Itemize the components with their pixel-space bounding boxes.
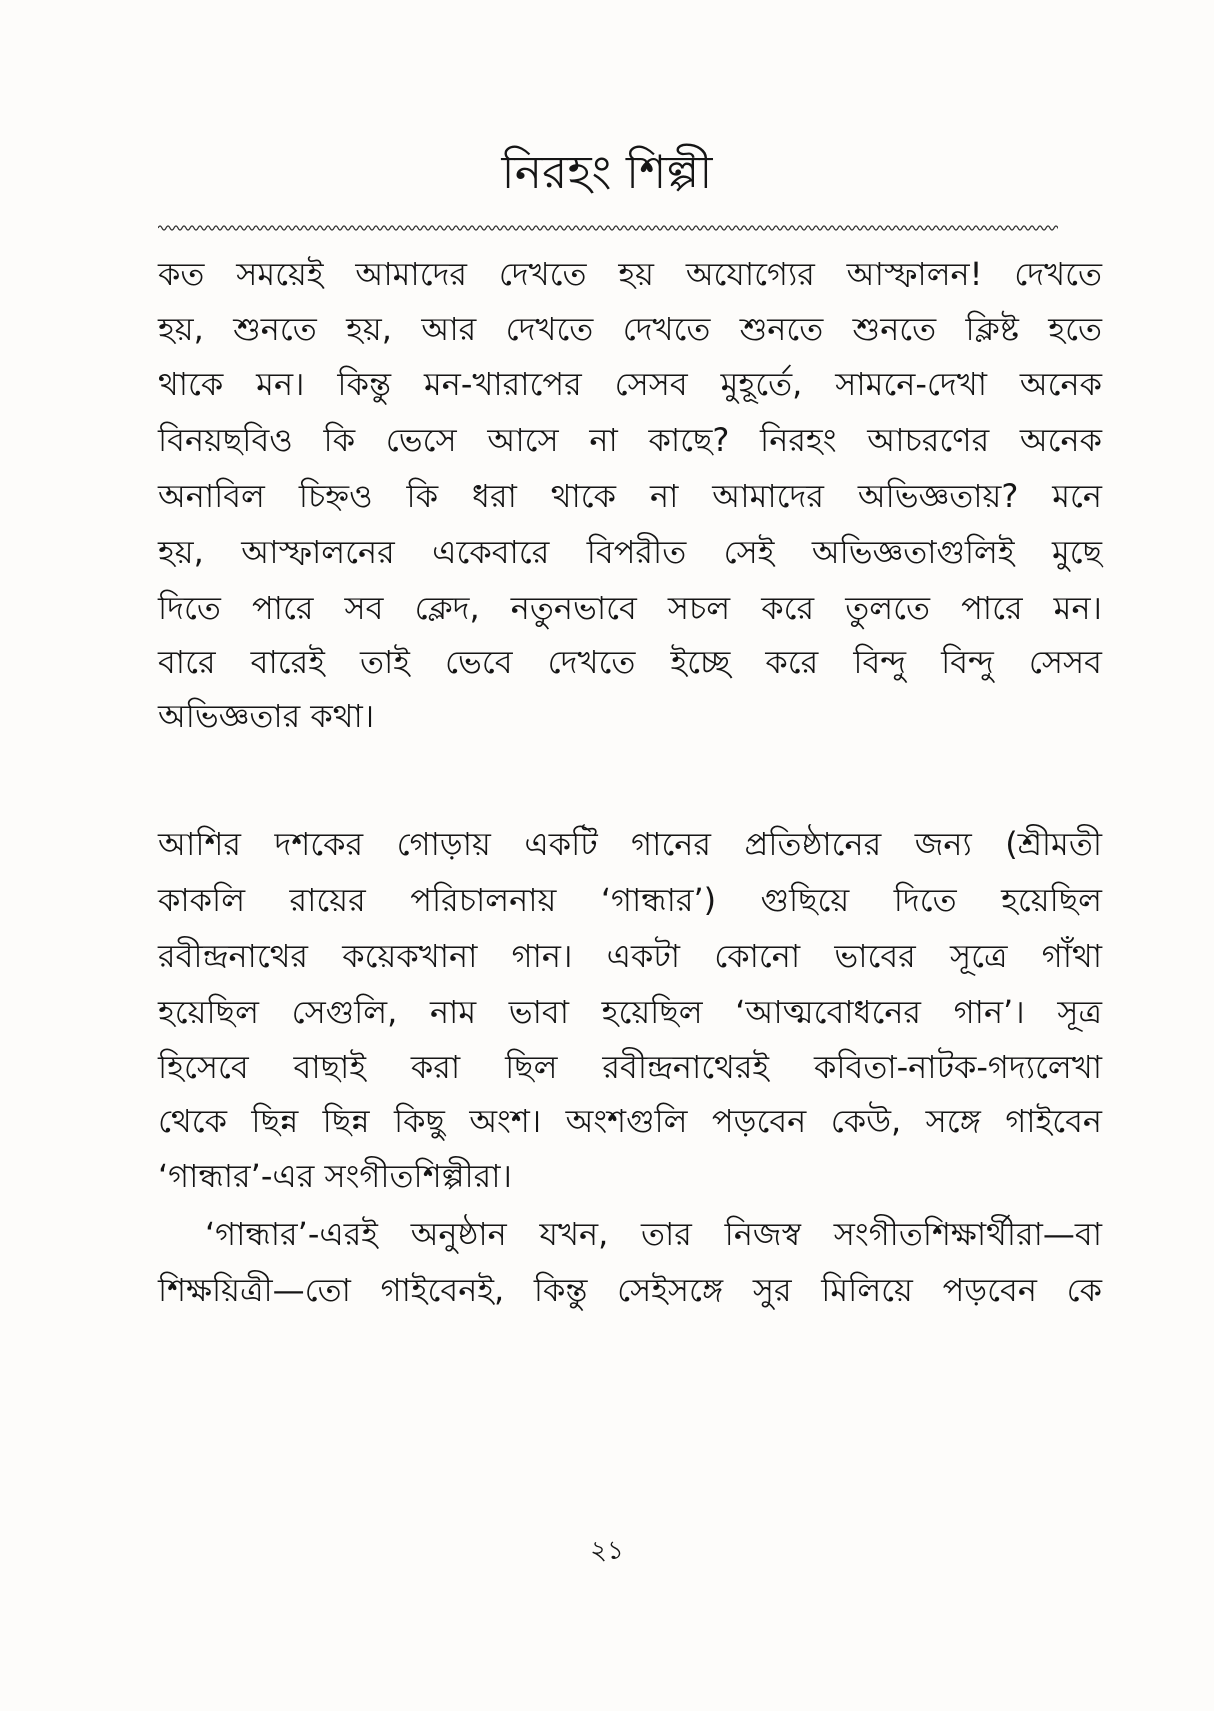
text-line: থাকে মন। কিন্তু মন-খারাপের সেসব মুহূর্তে, সামনে-দেখা অনেক <box>158 365 1102 403</box>
text-line: থেকে ছিন্ন ছিন্ন কিছু অংশ। অংশগুলি পড়বেন কেউ, সঙ্গে গাইবেন <box>158 1102 1102 1140</box>
wavy-divider <box>158 222 1058 234</box>
text-line: রবীন্দ্রনাথের কয়েকখানা গান। একটা কোনো ভাবের সূত্রে গাঁথা <box>158 937 1102 975</box>
page-number: ২১ <box>590 1536 624 1566</box>
text-line: শিক্ষয়িত্রী—তো গাইবেনই, কিন্তু সেইসঙ্গে সুর মিলিয়ে পড়বেন কে <box>158 1271 1102 1309</box>
chapter-title: নিরহং শিল্পী <box>501 145 713 199</box>
text-line: হিসেবে বাছাই করা ছিল রবীন্দ্রনাথেরই কবিতা-নাটক-গদ্যলেখা <box>158 1048 1102 1086</box>
text-line: দিতে পারে সব ক্লেদ, নতুনভাবে সচল করে তুলতে পারে মন। <box>158 589 1102 627</box>
text-line: ‘গান্ধার’-এর সংগীতশিল্পীরা। <box>158 1157 512 1195</box>
text-line: অভিজ্ঞতার কথা। <box>158 697 375 735</box>
text-line: বিনয়ছবিও কি ভেসে আসে না কাছে? নিরহং আচরণের অনেক <box>158 421 1102 459</box>
text-line: হয়েছিল সেগুলি, নাম ভাবা হয়েছিল ‘আত্মবোধনের গান’। সূত্র <box>158 993 1102 1031</box>
text-line: কত সময়েই আমাদের দেখতে হয় অযোগ্যের আস্ফালন! দেখতে <box>158 255 1102 293</box>
text-line: ‘গান্ধার’-এরই অনুষ্ঠান যখন, তার নিজস্ব সংগীতশিক্ষার্থীরা—বা <box>205 1215 1102 1253</box>
text-line: হয়, শুনতে হয়, আর দেখতে দেখতে শুনতে শুনতে ক্লিষ্ট হতে <box>158 310 1102 348</box>
text-line: কাকলি রায়ের পরিচালনায় ‘গান্ধার’) গুছিয়ে দিতে হয়েছিল <box>158 881 1102 919</box>
text-line: হয়, আস্ফালনের একেবারে বিপরীত সেই অভিজ্ঞতাগুলিই মুছে <box>158 533 1102 571</box>
text-line: আশির দশকের গোড়ায় একটি গানের প্রতিষ্ঠানের জন্য (শ্রীমতী <box>158 825 1102 863</box>
text-line: বারে বারেই তাই ভেবে দেখতে ইচ্ছে করে বিন্দু বিন্দু সেসব <box>158 643 1102 681</box>
text-line: অনাবিল চিহ্নও কি ধরা থাকে না আমাদের অভিজ্ঞতায়? মনে <box>158 477 1102 515</box>
